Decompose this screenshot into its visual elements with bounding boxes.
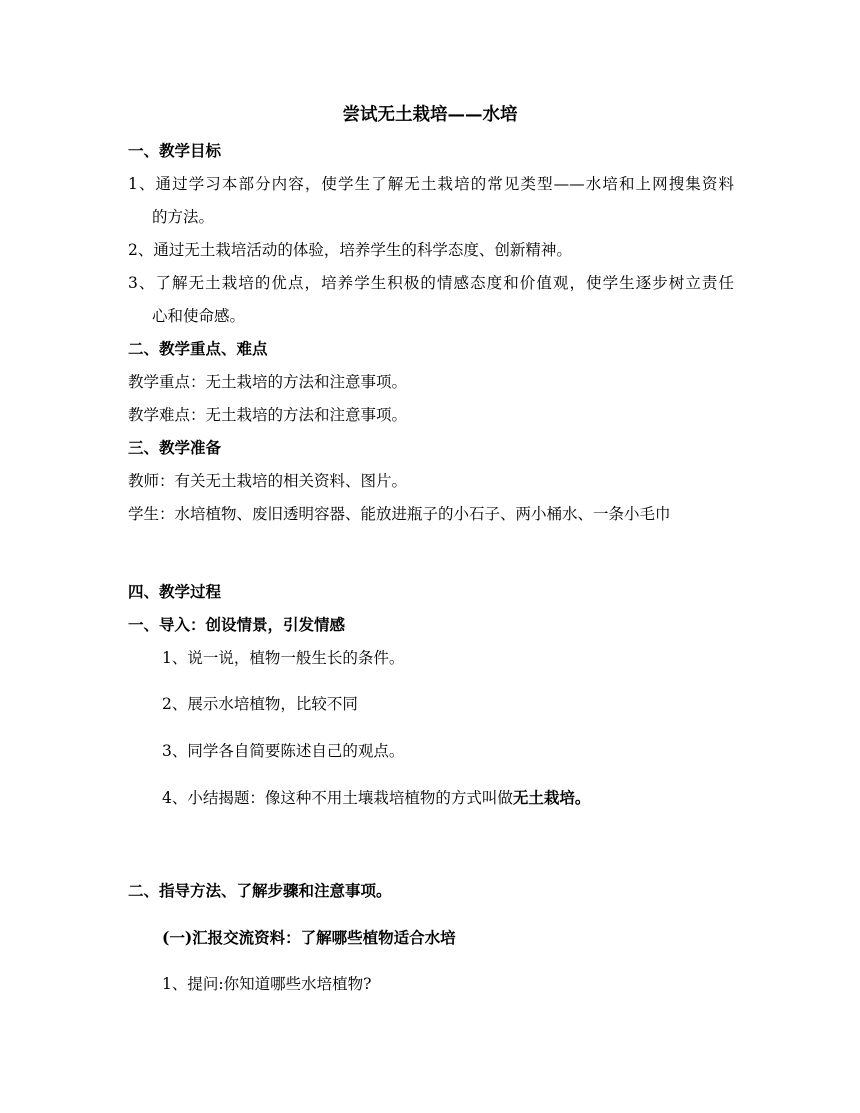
goal-item-1-line-2: 的方法。 (152, 208, 215, 226)
process-step-2-subheading-1: (一)汇报交流资料：了解哪些植物适合水培 (162, 928, 456, 947)
process-step-1-item-4 (162, 788, 590, 808)
process-step-1-heading: 一、导入：创设情景，引发情感 (128, 615, 346, 634)
item-4-text: 4、小结揭题：像这种不用土壤栽培植物的方式叫做 (162, 789, 513, 807)
process-step-2-heading: 二、指导方法、了解步骤和注意事项。 (128, 881, 392, 900)
item-4-bold-term: 无土栽培。 (512, 788, 591, 807)
process-step-2-item-1: 1、提问:你知道哪些水培植物? (162, 975, 372, 993)
difficult-point-text: 教学难点：无土栽培的方法和注意事项。 (128, 406, 408, 424)
section-heading-goals: 一、教学目标 (128, 141, 222, 160)
student-preparation: 学生：水培植物、废旧透明容器、能放进瓶子的小石子、两小桶水、一条小毛巾 (128, 505, 671, 523)
key-point-text: 教学重点：无土栽培的方法和注意事项。 (128, 373, 408, 391)
goal-item-2: 2、通过无土栽培活动的体验，培养学生的科学态度、创新精神。 (128, 241, 572, 259)
goal-item-1-line-1: 1、通过学习本部分内容，使学生了解无土栽培的常见类型——水培和上网搜集资料 (128, 175, 734, 193)
document-title: 尝试无土栽培——水培 (342, 105, 518, 125)
section-heading-key-points: 二、教学重点、难点 (128, 339, 268, 358)
teacher-preparation: 教师：有关无土栽培的相关资料、图片。 (128, 472, 408, 490)
goal-item-3-line-2: 心和使命感。 (152, 307, 246, 325)
process-step-1-item-3: 3、同学各自简要陈述自己的观点。 (162, 742, 405, 760)
goal-item-3-line-1: 3、了解无土栽培的优点，培养学生积极的情感态度和价值观，使学生逐步树立责任 (128, 274, 734, 292)
process-step-1-item-1: 1、说一说，植物一般生长的条件。 (162, 649, 405, 667)
process-step-1-item-2: 2、展示水培植物，比较不同 (162, 695, 358, 713)
section-heading-process: 四、教学过程 (128, 582, 222, 601)
section-heading-preparation: 三、教学准备 (128, 438, 222, 457)
